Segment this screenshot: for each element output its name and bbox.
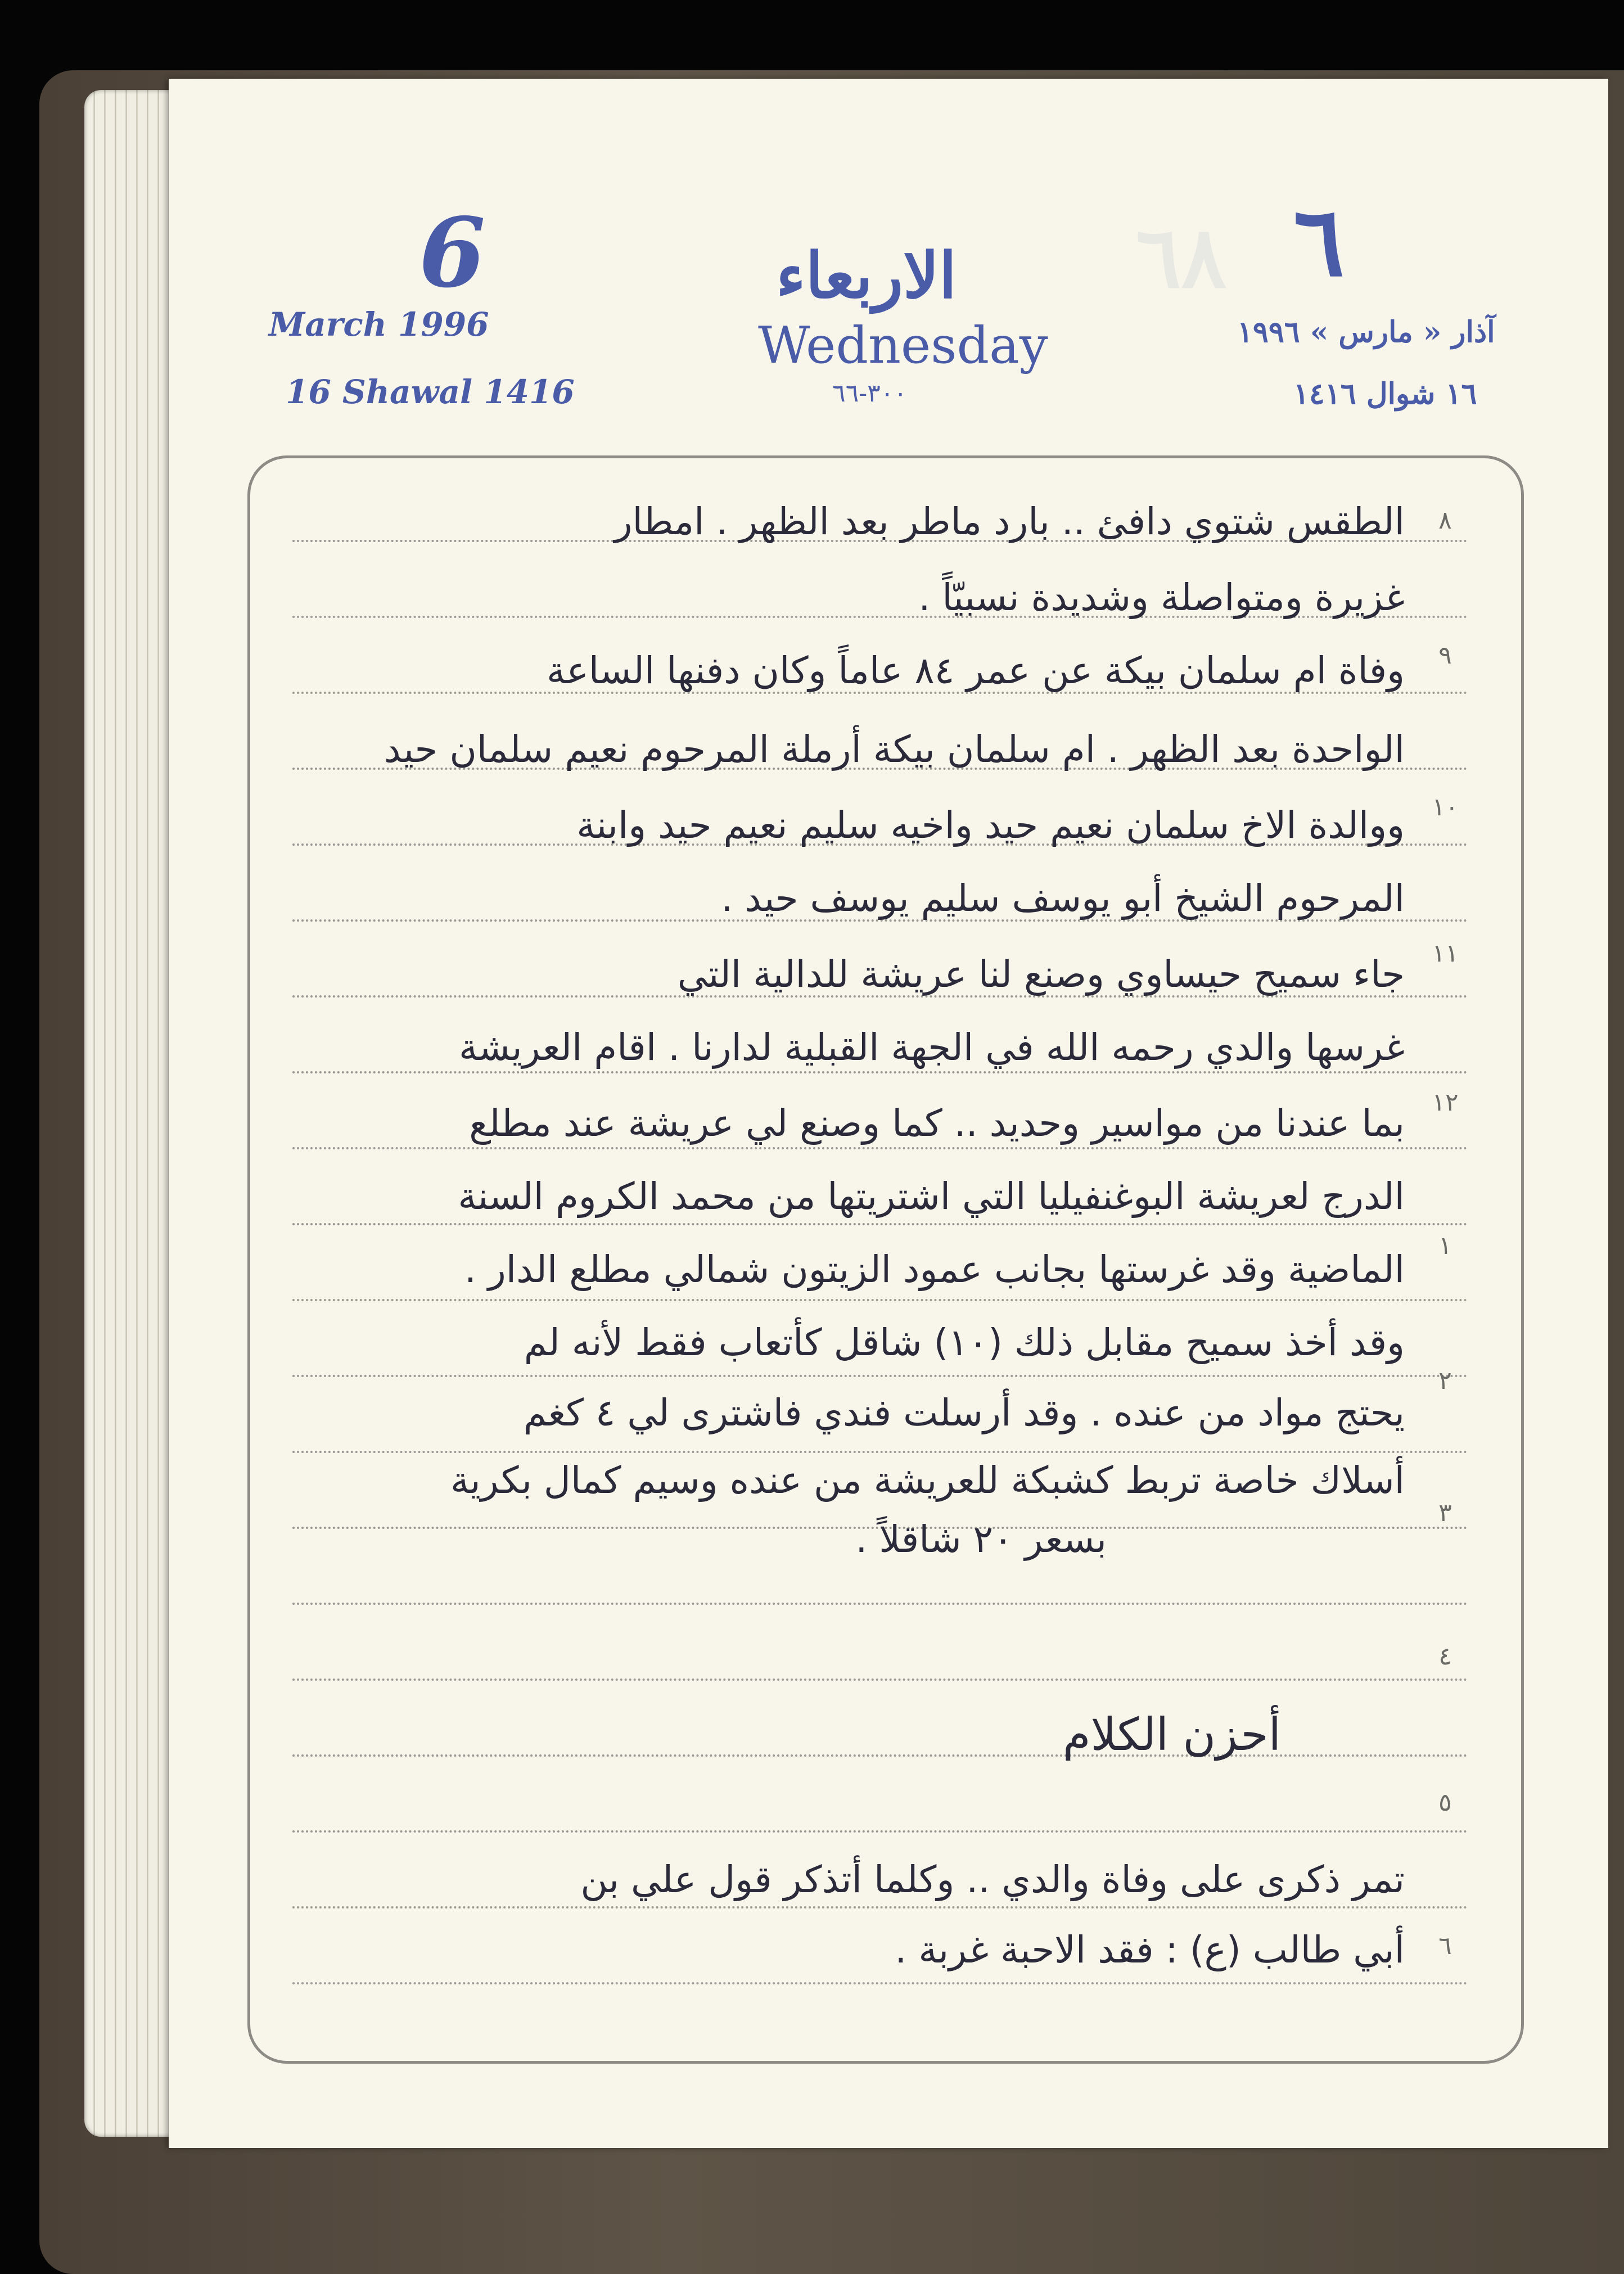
handwritten-line: وقد أخذ سميح مقابل ذلك (١٠) شاقل كأتعاب فقط لأنه لم: [524, 1321, 1405, 1364]
hour-label: ٦: [1438, 1932, 1452, 1960]
gregorian-date: March 1996: [269, 305, 489, 344]
hijri-date-arabic: ١٦ شوال ١٤١٦: [1293, 377, 1477, 411]
handwritten-line: يحتج مواد من عنده . وقد أرسلت فندي فاشترى لي ٤ كغم: [523, 1391, 1405, 1434]
day-number-latin: 6: [419, 197, 486, 309]
ruled-line: [292, 1375, 1468, 1377]
handwritten-heading: أحزن الكلام: [1062, 1708, 1281, 1761]
hour-label: ٥: [1438, 1788, 1452, 1817]
handwritten-line: غزيرة ومتواصلة وشديدة نسبيّاً .: [918, 576, 1405, 619]
hour-label: ١: [1438, 1231, 1452, 1260]
ruled-line: [292, 1679, 1468, 1681]
handwritten-line: الدرج لعريشة البوغنفيليا التي اشتريتها من محمد الكروم السنة: [458, 1175, 1405, 1218]
hour-label: ٤: [1438, 1642, 1452, 1671]
ruled-line: [292, 1754, 1468, 1757]
day-of-year: ٣٠٠-٦٦: [832, 379, 908, 408]
hour-label: ٨: [1438, 506, 1452, 535]
handwritten-line: الواحدة بعد الظهر . ام سلمان بيكة أرملة المرحوم نعيم سلمان حيد: [384, 728, 1405, 771]
hijri-date: 16 Shawal 1416: [286, 373, 575, 411]
handwritten-line: الماضية وقد غرستها بجانب عمود الزيتون شمالي مطلع الدار .: [464, 1248, 1405, 1291]
ruled-line: [292, 1603, 1468, 1605]
weekday-arabic: الاربعاء: [776, 239, 957, 313]
bleed-through: ٦٨: [1136, 208, 1227, 307]
ruled-line: [292, 1982, 1468, 1984]
handwritten-line: ووالدة الاخ سلمان نعيم حيد واخيه سليم نعيم حيد وابنة: [576, 804, 1405, 847]
ruled-line: [292, 1906, 1468, 1908]
handwritten-line: الطقس شتوي دافئ .. بارد ماطر بعد الظهر . امطار: [614, 500, 1405, 543]
hour-label: ٩: [1438, 641, 1452, 670]
hour-label: ٢: [1438, 1366, 1452, 1395]
hour-label: ١٢: [1432, 1088, 1459, 1117]
weekday-english: Wednesday: [758, 316, 1048, 375]
ruled-line: [292, 1071, 1468, 1073]
hour-label: ١٠: [1432, 793, 1459, 822]
handwritten-line: بسعر ٢٠ شاقلاً .: [855, 1518, 1107, 1561]
handwritten-line: وفاة ام سلمان بيكة عن عمر ٨٤ عاماً وكان دفنها الساعة: [547, 649, 1405, 692]
hour-label: ١١: [1432, 939, 1459, 968]
handwritten-line: المرحوم الشيخ أبو يوسف سليم يوسف حيد .: [721, 877, 1405, 920]
ruled-line: [292, 1147, 1468, 1149]
day-number-arabic: ٦: [1293, 186, 1345, 298]
ruled-line: [292, 1451, 1468, 1453]
handwritten-line: أبي طالب (ع) : فقد الاحبة غربة .: [895, 1928, 1405, 1971]
ruled-line: [292, 1223, 1468, 1225]
handwritten-line: تمر ذكرى على وفاة والدي .. وكلما أتذكر قول علي بن: [580, 1858, 1405, 1901]
handwritten-line: أسلاك خاصة تربط كشبكة للعريشة من عنده وسيم كمال بكرية: [450, 1459, 1405, 1502]
ruled-line: [292, 1830, 1468, 1833]
ruled-line: [292, 1299, 1468, 1301]
handwritten-line: جاء سميح حيساوي وصنع لنا عريشة للدالية التي: [677, 953, 1405, 996]
hour-label: ٣: [1438, 1499, 1452, 1527]
handwritten-line: بما عندنا من مواسير وحديد .. كما وصنع لي عريشة عند مطلع: [469, 1102, 1405, 1145]
gregorian-date-arabic: آذار « مارس » ١٩٩٦: [1237, 315, 1495, 349]
handwritten-line: غرسها والدي رحمه الله في الجهة القبلية لدارنا . اقام العريشة: [458, 1026, 1405, 1069]
